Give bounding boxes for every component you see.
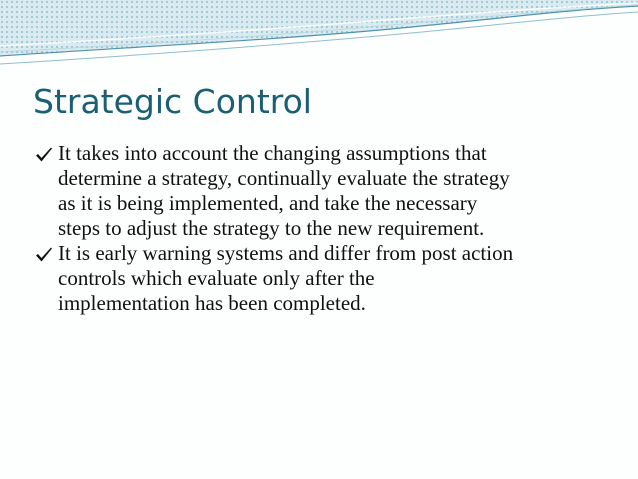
check-mark-icon <box>34 245 54 265</box>
bullet-text-line: It takes into account the changing assumptions that <box>58 141 487 165</box>
bullet-item <box>33 241 613 316</box>
bullet-text-line: It is early warning systems and differ from post action <box>58 241 514 265</box>
bullet-text-line: as it is being implemented, and take the necessary <box>58 191 478 215</box>
bullet-text-line: implementation has been completed. <box>58 291 366 315</box>
slide-title: Strategic Control <box>33 82 312 121</box>
bullet-text-line: determine a strategy, continually evaluate the strategy <box>58 166 510 190</box>
check-mark-icon <box>34 145 54 165</box>
bullet-list <box>33 141 613 316</box>
bullet-item <box>33 141 613 241</box>
bullet-text-line: controls which evaluate only after the <box>58 266 375 290</box>
decorative-wave-banner <box>0 0 638 70</box>
bullet-text-line: steps to adjust the strategy to the new requirement. <box>58 216 485 240</box>
